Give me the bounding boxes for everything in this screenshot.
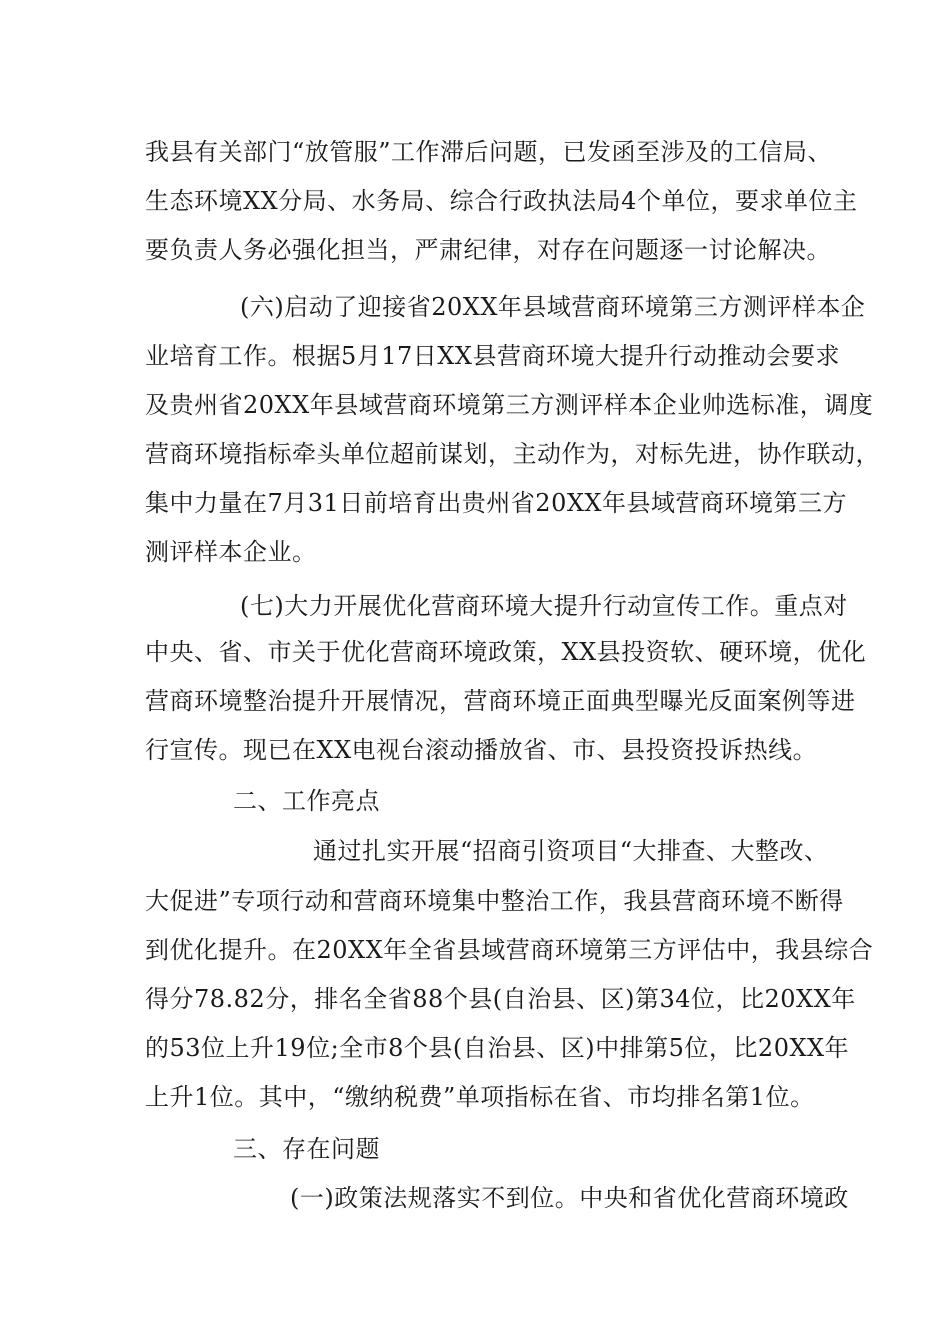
text-line: 中央、省、市关于优化营商环境政策，XX县投资软、硬环境，优化 bbox=[145, 638, 867, 666]
text-line: 业培育工作。根据5月17日XX县营商环境大提升行动推动会要求 bbox=[145, 342, 840, 370]
text-line: (七)大力开展优化营商环境大提升行动宣传工作。重点对 bbox=[240, 592, 848, 620]
text-line: 生态环境XX分局、水务局、综合行政执法局4个单位，要求单位主 bbox=[145, 187, 858, 215]
text-line: 大促进”专项行动和营商环境集中整治工作，我县营商环境不断得 bbox=[145, 887, 844, 915]
text-line: 上升1位。其中，“缴纳税费”单项指标在省、市均排名第1位。 bbox=[145, 1083, 815, 1111]
text-line: (六)启动了迎接省20XX年县域营商环境第三方测评样本企 bbox=[240, 293, 866, 321]
text-line: 营商环境整治提升开展情况，营商环境正面典型曝光反面案例等进 bbox=[145, 687, 856, 715]
section-heading: 二、工作亮点 bbox=[233, 787, 380, 815]
text-line: 要负责人务必强化担当，严肃纪律，对存在问题逐一讨论解决。 bbox=[145, 236, 831, 264]
text-line: 得分78.82分，排名全省88个县(自治县、区)第34位，比20XX年 bbox=[145, 985, 856, 1013]
text-line: 到优化提升。在20XX年全省县域营商环境第三方评估中，我县综合 bbox=[145, 936, 874, 964]
section-heading: 三、存在问题 bbox=[233, 1135, 380, 1163]
text-line: 行宣传。现已在XX电视台滚动播放省、市、县投资投诉热线。 bbox=[145, 736, 818, 764]
text-line: 及贵州省20XX年县域营商环境第三方测评样本企业帅选标准，调度 bbox=[145, 391, 874, 419]
text-line: 营商环境指标牵头单位超前谋划，主动作为，对标先进，协作联动， bbox=[145, 440, 880, 468]
text-line: 的53位上升19位;全市8个县(自治县、区)中排第5位，比20XX年 bbox=[145, 1034, 850, 1062]
text-line: 通过扎实开展“招商引资项目“大排查、大整改、 bbox=[313, 837, 829, 865]
text-line: 我县有关部门“放管服”工作滞后问题，已发函至涉及的工信局、 bbox=[145, 138, 833, 166]
text-line: (一)政策法规落实不到位。中央和省优化营商环境政 bbox=[290, 1184, 849, 1212]
text-line: 集中力量在7月31日前培育出贵州省20XX年县域营商环境第三方 bbox=[145, 489, 848, 517]
text-line: 测评样本企业。 bbox=[145, 538, 317, 566]
